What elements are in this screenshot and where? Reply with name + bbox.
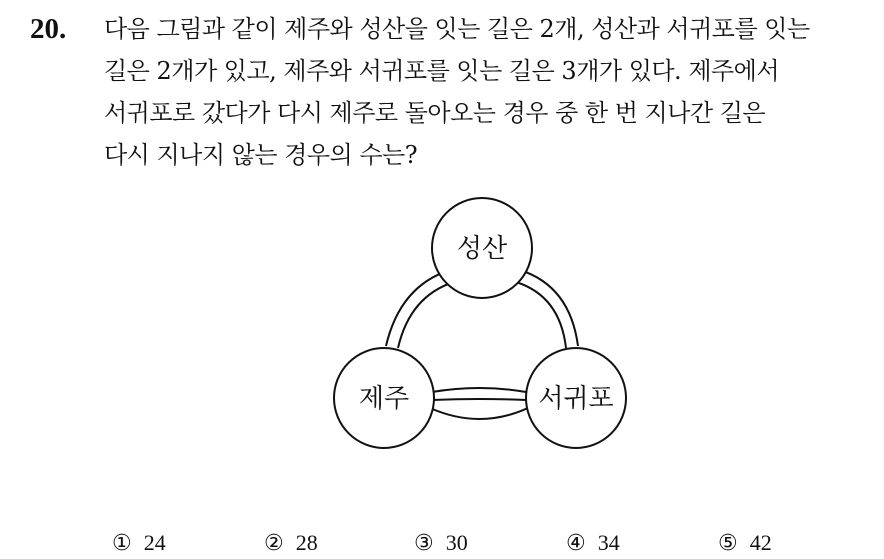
problem-line-2: 길은 2개가 있고, 제주와 서귀포를 잇는 길은 3개가 있다. 제주에서: [104, 57, 780, 85]
road-jeju-seogwipo-2: [432, 399, 526, 400]
choice-1-mark: ①: [112, 531, 132, 556]
road-seongsan-seogwipo-2: [516, 282, 566, 348]
choice-2[interactable]: [264, 528, 318, 559]
choice-3-value: 30: [445, 530, 468, 555]
answer-choices: [112, 528, 812, 558]
problem-line-1: 다음 그림과 같이 제주와 성산을 잇는 길은 2개, 성산과 서귀포를 잇는: [104, 15, 810, 43]
problem-line-3: 서귀포로 갔다가 다시 제주로 돌아오는 경우 중 한 번 지나간 길은: [104, 99, 766, 127]
problem-text: [104, 8, 870, 176]
choice-5-mark: ⑤: [718, 531, 738, 556]
choice-3-mark: ③: [414, 531, 434, 556]
choice-3[interactable]: [414, 528, 468, 559]
choice-5[interactable]: [718, 528, 772, 559]
choice-5-value: 42: [749, 530, 772, 555]
road-seongsan-seogwipo-1: [520, 270, 578, 346]
choice-1-value: 24: [143, 530, 166, 555]
road-diagram-svg: [300, 186, 650, 456]
choice-4[interactable]: [566, 528, 620, 559]
node-seogwipo-label: 서귀포: [538, 384, 614, 414]
node-jeju-label: 제주: [358, 384, 410, 414]
problem-number: 20.: [30, 13, 67, 45]
road-jeju-seongsan-2: [398, 282, 454, 348]
road-jeju-seongsan-1: [386, 270, 450, 346]
choice-4-mark: ④: [566, 531, 586, 556]
choice-4-value: 34: [597, 530, 620, 555]
choice-1[interactable]: [112, 528, 166, 559]
road-diagram: [300, 186, 650, 456]
choice-2-value: 28: [295, 530, 318, 555]
road-jeju-seogwipo-1: [432, 388, 526, 392]
problem-line-4: 다시 지나지 않는 경우의 수는?: [104, 141, 418, 169]
node-seongsan-label: 성산: [456, 234, 508, 264]
road-jeju-seogwipo-3: [430, 408, 528, 419]
choice-2-mark: ②: [264, 531, 284, 556]
